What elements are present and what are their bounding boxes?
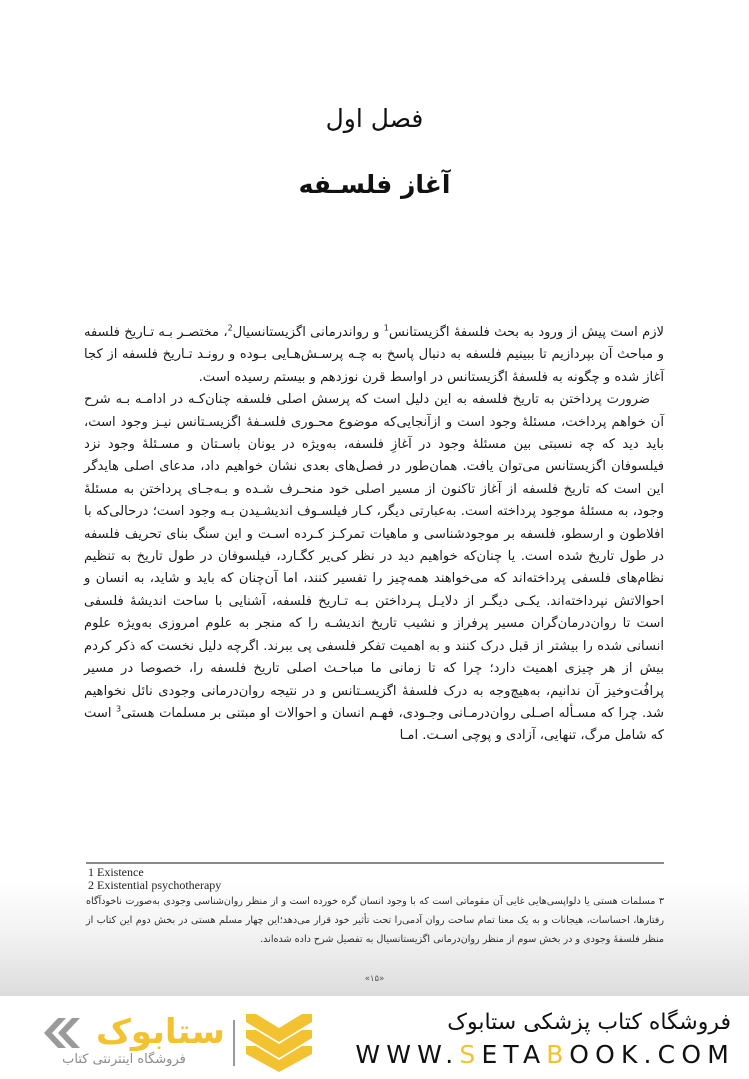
page-number: «۱۵»: [364, 974, 385, 984]
logo-subtitle: فروشگاه اینترنتی کتاب: [62, 1052, 186, 1067]
footnote-ref-2: 2: [227, 323, 233, 333]
logo-divider: [233, 1020, 235, 1066]
chevron-emblem-icon: [246, 1014, 312, 1072]
setabook-logo: [36, 1012, 296, 1072]
footnote-2: 2 Existential psychotherapy: [88, 878, 222, 892]
footnote-1: 1 Existence: [88, 865, 144, 879]
store-name: فروشگاه کتاب پزشکی ستابوک: [447, 1010, 731, 1035]
watermark-banner: [0, 996, 749, 1079]
paragraph-1: لازم است پیش از ورود به بحث فلسفهٔ اگزیستانس$^1$ و رواندرمانی اگزیستانسیال$^2$، مختصـر بـه تـاریخ فلسفه و مباحث آن بپردازیم تا ببینیم فلسفه به دنبال پاسخ به چـه پرسـش‌هـایی بـوده و رونـد تـاریخ فلسفه از کجا آغاز شده و چگونه به فلسفهٔ اگزیستانس در اواسط قرن نوزدهم و بیستم رسیده است.: [84, 323, 664, 385]
footnotes-english: [88, 866, 221, 892]
body-text: [84, 322, 664, 748]
footnote-ref-3: 3: [116, 704, 122, 714]
chapter-title: آغاز فلسـفه: [298, 170, 451, 199]
footnote-separator: [86, 862, 664, 864]
paragraph-2: ضرورت پرداختن به تاریخ فلسفه به این دلیل است که پرسش اصلی فلسفه چنان‌کـه در ادامـه بـه شرح آن خواهم پرداخت، مسئلهٔ وجود است و ازآنجایی‌که موضوع محـوری فلسـفهٔ اگزیسـتانس نیـز وجود است، باید دید که چه نسبتی بین مسئلهٔ وجود در آغازِ فلسفه، به‌ویژه در یونان باسـتان و مسـئلهٔ وجود نزد فیلسوفان اگزیستانس می‌توان یافت. همان‌طور در فصل‌های بعدی نشان خواهیم داد، مدعای اصلی هایدگر این است که تاریخ فلسفه از آغاز تاکنون از مسیر اصلی خود منحـرف شـده و بـه‌جـای پرداختن به مسئلهٔ وجود، به مسئلهٔ موجود پرداخته است. به‌عبارتی دیگر، کـار فیلسـوف اندیشـیدن بـه وجود است؛ درحالی‌که با افلاطون و ارسطو، فلسفه بر موجودشناسی و ماهیات تمرکـز کـرده اسـت و این سنگ بنای تحریف فلسفه در طول تاریخ شده است. یا چنان‌که خواهیم دید در نظر کی‌یر کگـارد، فیلسوفان در طول تاریخ به تنظیم نظام‌های فلسفی پرداخته‌اند که می‌خواهند همه‌چیز را تفسیر کنند، اما آن‌چنان که باید و شاید، به انسان و احوالاتش نپرداخته‌اند. یکـی دیگـر از دلایـل پـرداختن بـه تـاریخ فلسفه، آشنایی با ساحت اندیشهٔ فلسفی است تا روان‌درمان‌گران مسیر پرفراز و نشیب تاریخ اندیشـه را که منجر به علوم امروزی به‌ویژه علوم انسانی شده را بیشتر از قبل درک کنند و به اهمیت تفکر فلسفی پی ببرند. اگرچه دلیل نخست که ذکر کردم بیش از هر چیزی اهمیت دارد؛ چرا که تا زمانی ما مباحـث اصلی تاریخ فلسفه را، خصوصا در مسیر پرافُت‌وخیز آن ندانیم، به‌هیچ‌وجه به درک فلسفهٔ اگزیسـتانس و در نتیجه روان‌درمانی وجودی نائل نخواهیم شد. چرا که مسـأله اصـلی روان‌درمـانی وجـودی، فهـم انسان و احوالات او مبتنی بر مسلمات هستی$^3$ است که شامل مرگ، تنهایی، آزادی و پوچی اسـت. امـا: [84, 392, 664, 744]
double-chevron-icon: [36, 1018, 80, 1048]
store-url[interactable]: WWW.SETABOOK.COM: [355, 1040, 735, 1069]
chapter-label: فصل اول: [325, 104, 424, 133]
footnote-ref-1: 1: [383, 323, 389, 333]
logo-wordmark: ستابوک: [96, 1012, 225, 1052]
footnote-3: ۳ مسلمات هستی یا دلواپسی‌هایی غایی آن مقوماتی است که با وجود انسان گره خورده است و از منظر روان‌شناسی وجودی به‌صورت ناخودآگاه رفتارها، احساسات، هیجانات و به یک معنا تمام ساحت روان آدمی‌را تحت تأثیر خود قرار می‌دهد؛این چهار مسلم هستی در بخش دوم این کتاب از منظر فلسفهٔ وجودی و در بخش سوم از منظر روان‌درمانی اگزیستانسیال به تفصیل شرح داده شده‌اند.: [86, 896, 664, 945]
